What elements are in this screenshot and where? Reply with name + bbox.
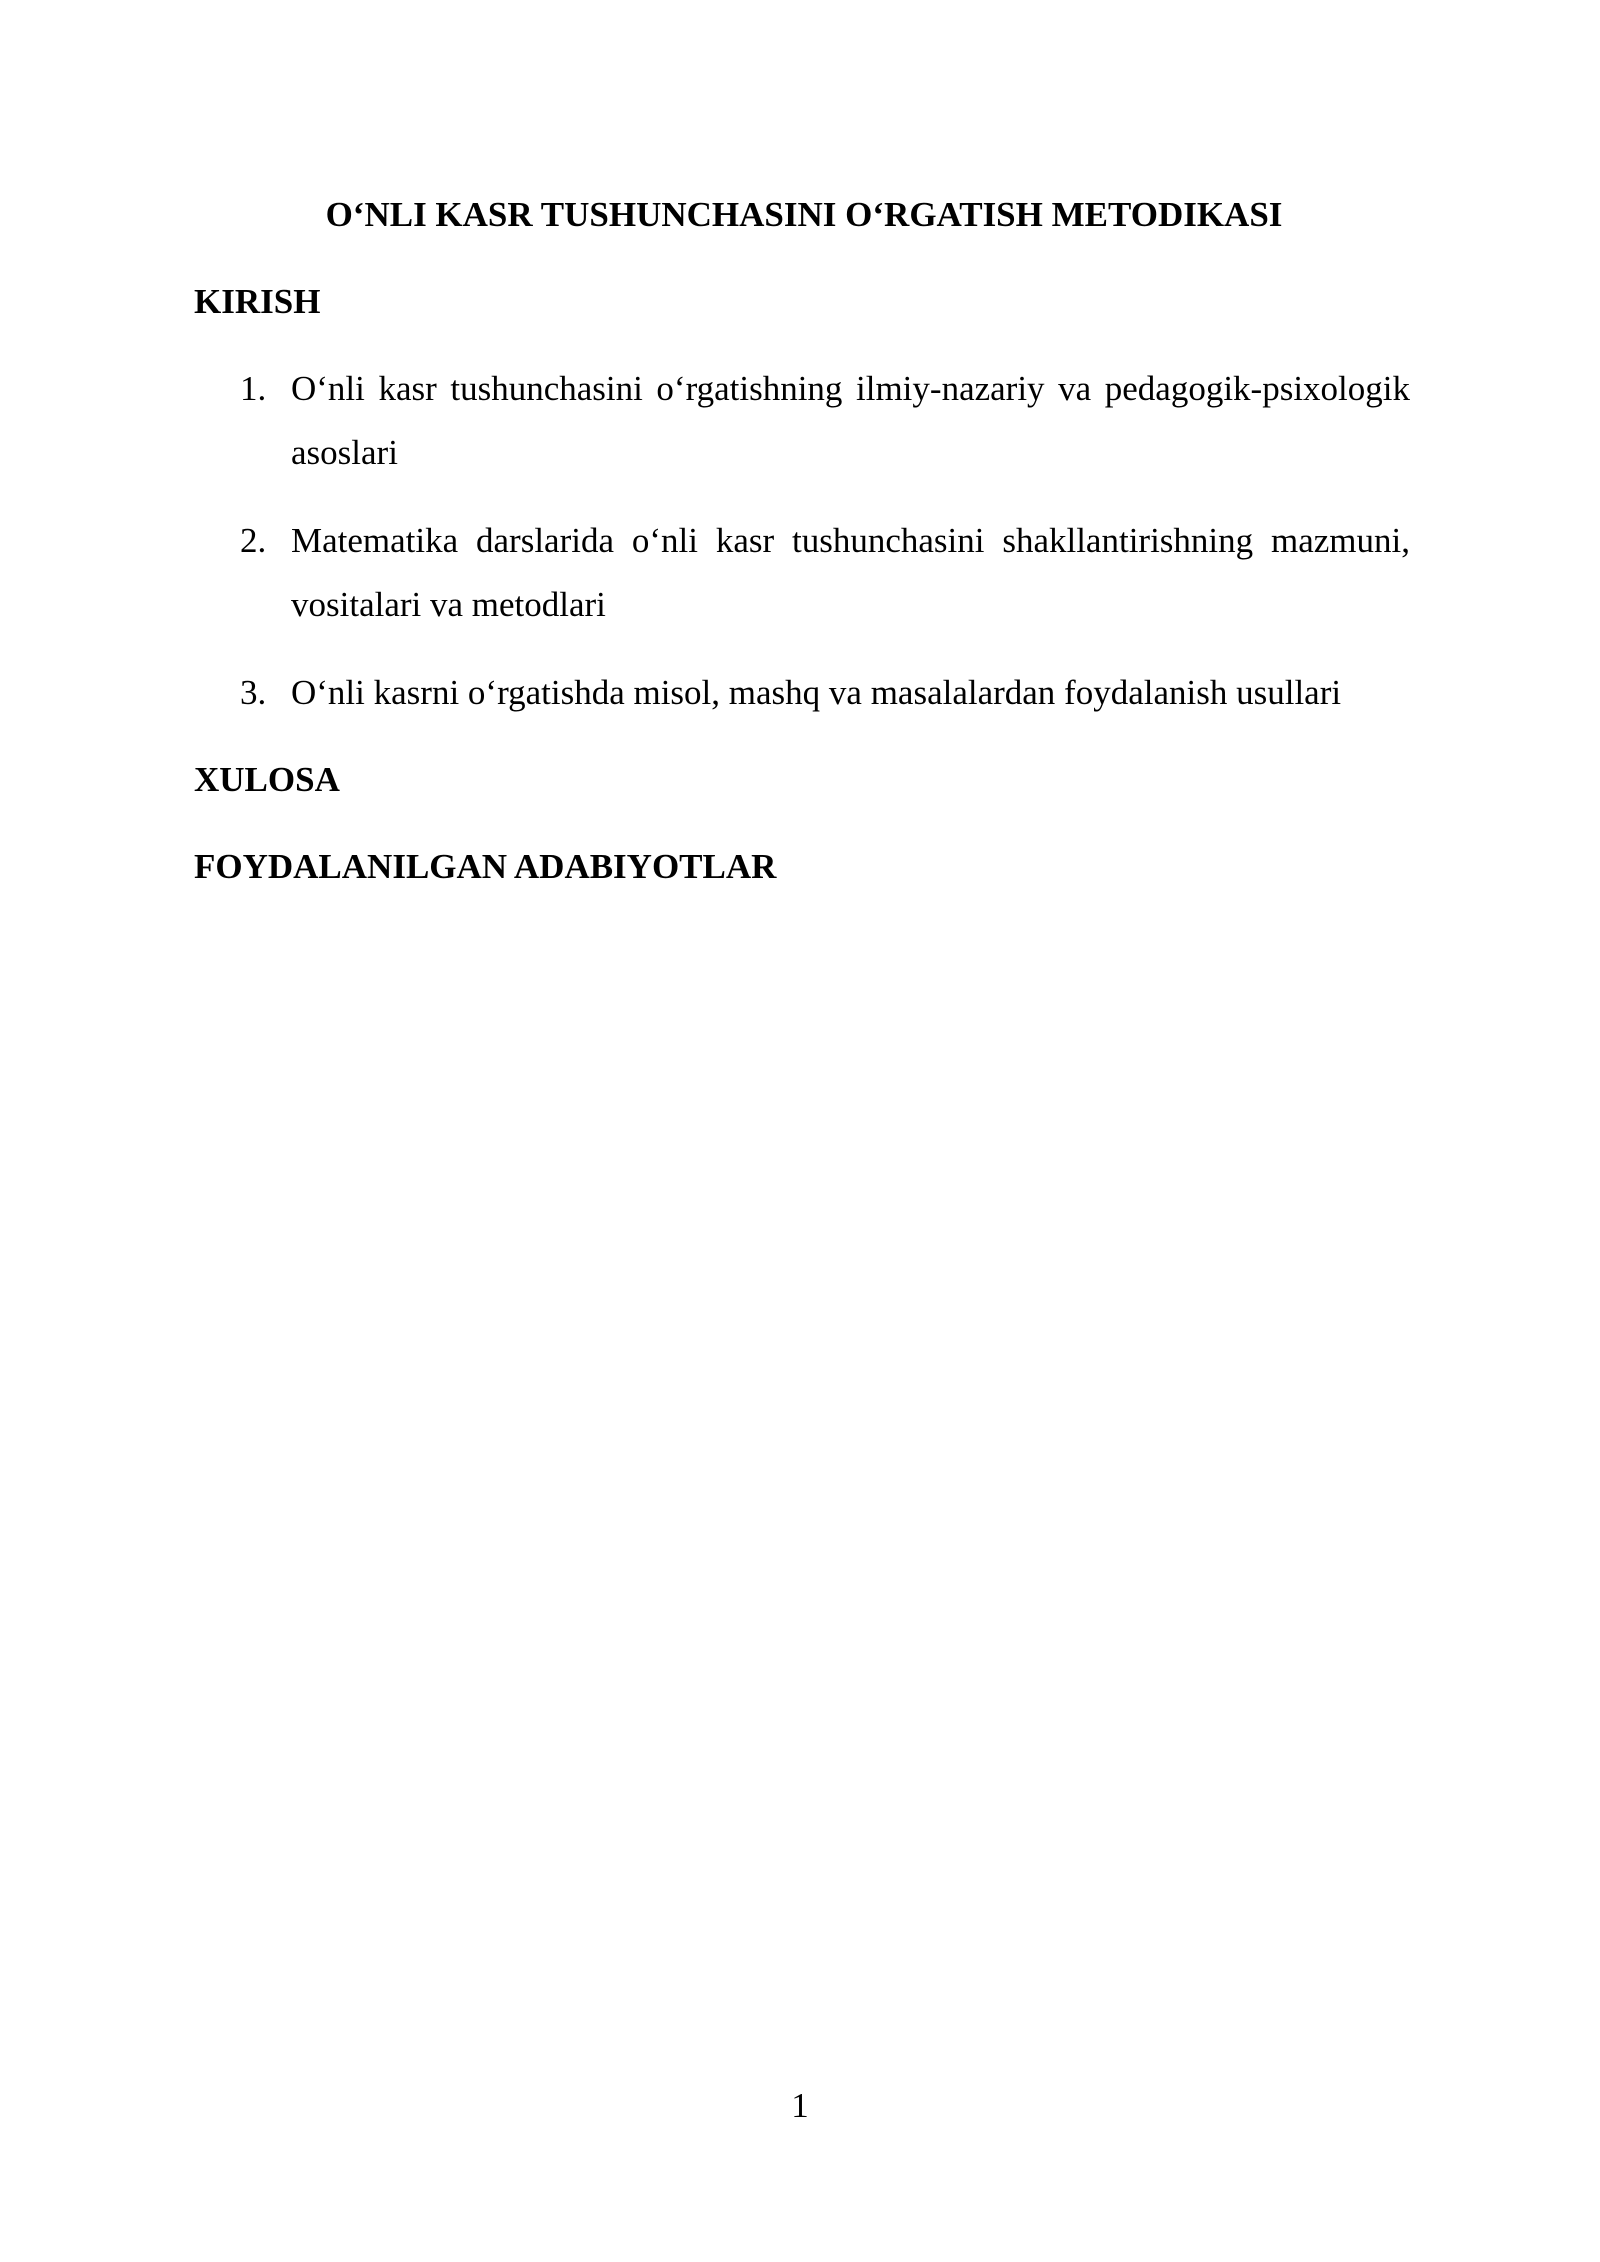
- toc-item-number: 2.: [240, 521, 267, 560]
- toc-item-text: O‘nli kasr tushunchasini o‘rgatishning ilmiy-nazariy va pedagogik-psixologik asoslari: [291, 369, 1410, 472]
- toc-item-number: 3.: [240, 673, 267, 712]
- toc-item-text: Matematika darslarida o‘nli kasr tushunchasini shakllantirishning mazmuni, vositalari va metodlari: [291, 521, 1410, 624]
- page-number: 1: [791, 2086, 809, 2125]
- conclusion-heading: XULOSA: [194, 760, 340, 799]
- toc-item-text: O‘nli kasrni o‘rgatishda misol, mashq va masalalardan foydalanish usullari: [291, 673, 1342, 712]
- toc-item-number: 1.: [240, 369, 267, 408]
- intro-heading: KIRISH: [194, 282, 321, 321]
- document-title: O‘NLI KASR TUSHUNCHASINI O‘RGATISH METODIKASI: [325, 195, 1283, 234]
- references-heading: FOYDALANILGAN ADABIYOTLAR: [194, 847, 777, 886]
